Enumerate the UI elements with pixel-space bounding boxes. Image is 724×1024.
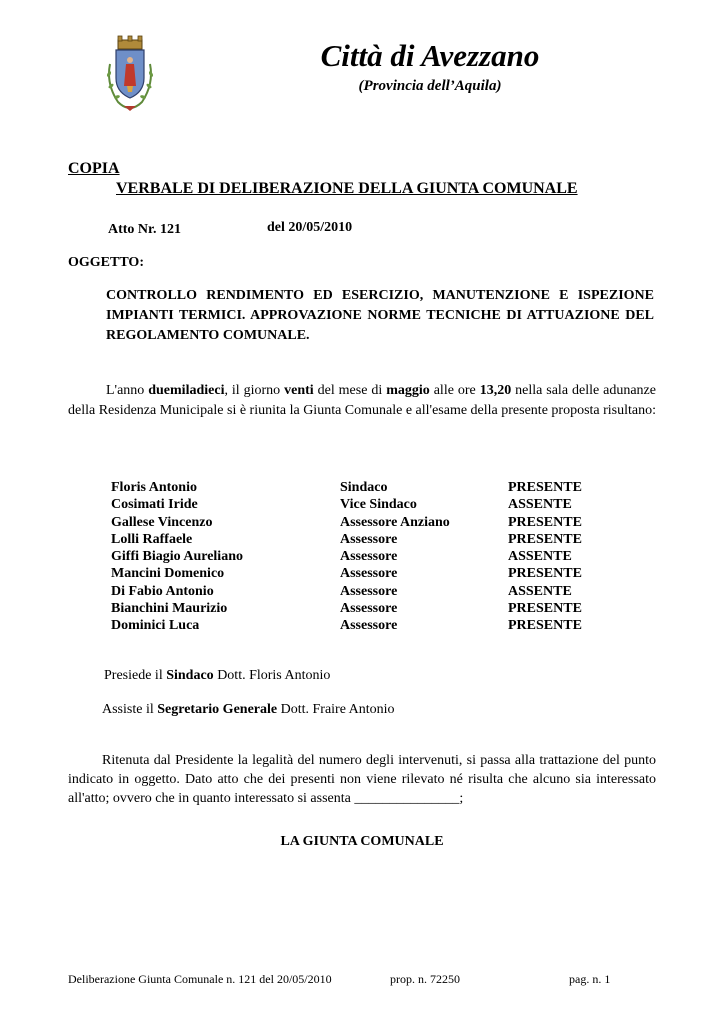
- member-role: Vice Sindaco: [340, 497, 417, 513]
- intro-paragraph: L'anno duemiladieci, il giorno venti del mese di maggio alle ore 13,20 nella sala delle adunanze della Residenza Municipale si è riunita la Giunta Comunale e all'esame della presente proposta risultano:: [68, 383, 656, 418]
- member-name: Di Fabio Antonio: [111, 583, 214, 599]
- member-status: PRESENTE: [508, 601, 582, 617]
- member-name: Giffi Biagio Aureliano: [111, 549, 243, 565]
- document-title: VERBALE DI DELIBERAZIONE DELLA GIUNTA COMUNALE: [116, 180, 578, 197]
- footer-reference: Deliberazione Giunta Comunale n. 121 del 20/05/2010: [68, 972, 332, 986]
- member-role: Assessore: [340, 531, 398, 547]
- ritenuta-paragraph: Ritenuta dal Presidente la legalità del numero degli intervenuti, si passa alla trattazione del punto indicato in oggetto. Dato atto che dei presenti non viene rilevato né risulta che alcuno sia interessato all'atto; ovvero che in quanto interessato si assenta _______________;: [68, 753, 656, 806]
- member-role: Assessore Anziano: [340, 514, 450, 530]
- member-name: Lolli Raffaele: [111, 531, 193, 547]
- giunta-heading: LA GIUNTA COMUNALE: [280, 834, 444, 849]
- member-status: PRESENTE: [508, 531, 582, 547]
- list-item: [111, 565, 591, 582]
- member-role: Sindaco: [340, 480, 388, 495]
- copia-label: COPIA: [68, 160, 120, 177]
- member-role: Assessore: [340, 549, 398, 565]
- member-status: PRESENTE: [508, 618, 582, 634]
- list-item: [111, 531, 591, 548]
- page-number: pag. n. 1: [569, 972, 611, 986]
- member-name: Dominici Luca: [111, 618, 200, 634]
- member-status: PRESENTE: [508, 514, 582, 530]
- member-status: ASSENTE: [508, 497, 572, 513]
- member-name: Bianchini Maurizio: [111, 601, 228, 617]
- oggetto-label: OGGETTO:: [68, 255, 144, 270]
- member-status: PRESENTE: [508, 480, 582, 495]
- list-item: [111, 496, 591, 513]
- atto-number: Atto Nr. 121: [108, 222, 181, 237]
- member-role: Assessore: [340, 601, 398, 617]
- oggetto-text: CONTROLLO RENDIMENTO ED ESERCIZIO, MANUTENZIONE E ISPEZIONE IMPIANTI TERMICI. APPROVAZIONE NORME TECNICHE DI ATTUAZIONE DEL REGOLAMENTO COMUNALE.: [106, 288, 654, 343]
- list-item: [111, 479, 591, 496]
- member-name: Mancini Domenico: [111, 566, 225, 582]
- member-status: ASSENTE: [508, 549, 572, 565]
- attendance-list: [111, 479, 591, 635]
- city-crest-icon: [104, 34, 156, 114]
- province-subtitle: (Provincia dell’Aquila): [358, 78, 502, 94]
- list-item: [111, 514, 591, 531]
- assiste-line: Assiste il Segretario Generale Dott. Fraire Antonio: [102, 702, 395, 717]
- list-item: [111, 583, 591, 600]
- atto-date: del 20/05/2010: [267, 220, 353, 235]
- member-role: Assessore: [340, 618, 398, 634]
- footer-proposal: prop. n. 72250: [390, 972, 460, 986]
- list-item: [111, 600, 591, 617]
- member-name: Floris Antonio: [111, 480, 197, 495]
- member-role: Assessore: [340, 566, 398, 582]
- member-name: Cosimati Iride: [111, 497, 198, 513]
- member-name: Gallese Vincenzo: [111, 514, 213, 530]
- presiede-line: Presiede il Sindaco Dott. Floris Antonio: [104, 668, 331, 683]
- city-title: Città di Avezzano: [320, 38, 540, 73]
- member-role: Assessore: [340, 583, 398, 599]
- member-status: ASSENTE: [508, 583, 572, 599]
- list-item: [111, 548, 591, 565]
- member-status: PRESENTE: [508, 566, 582, 582]
- list-item: [111, 617, 591, 634]
